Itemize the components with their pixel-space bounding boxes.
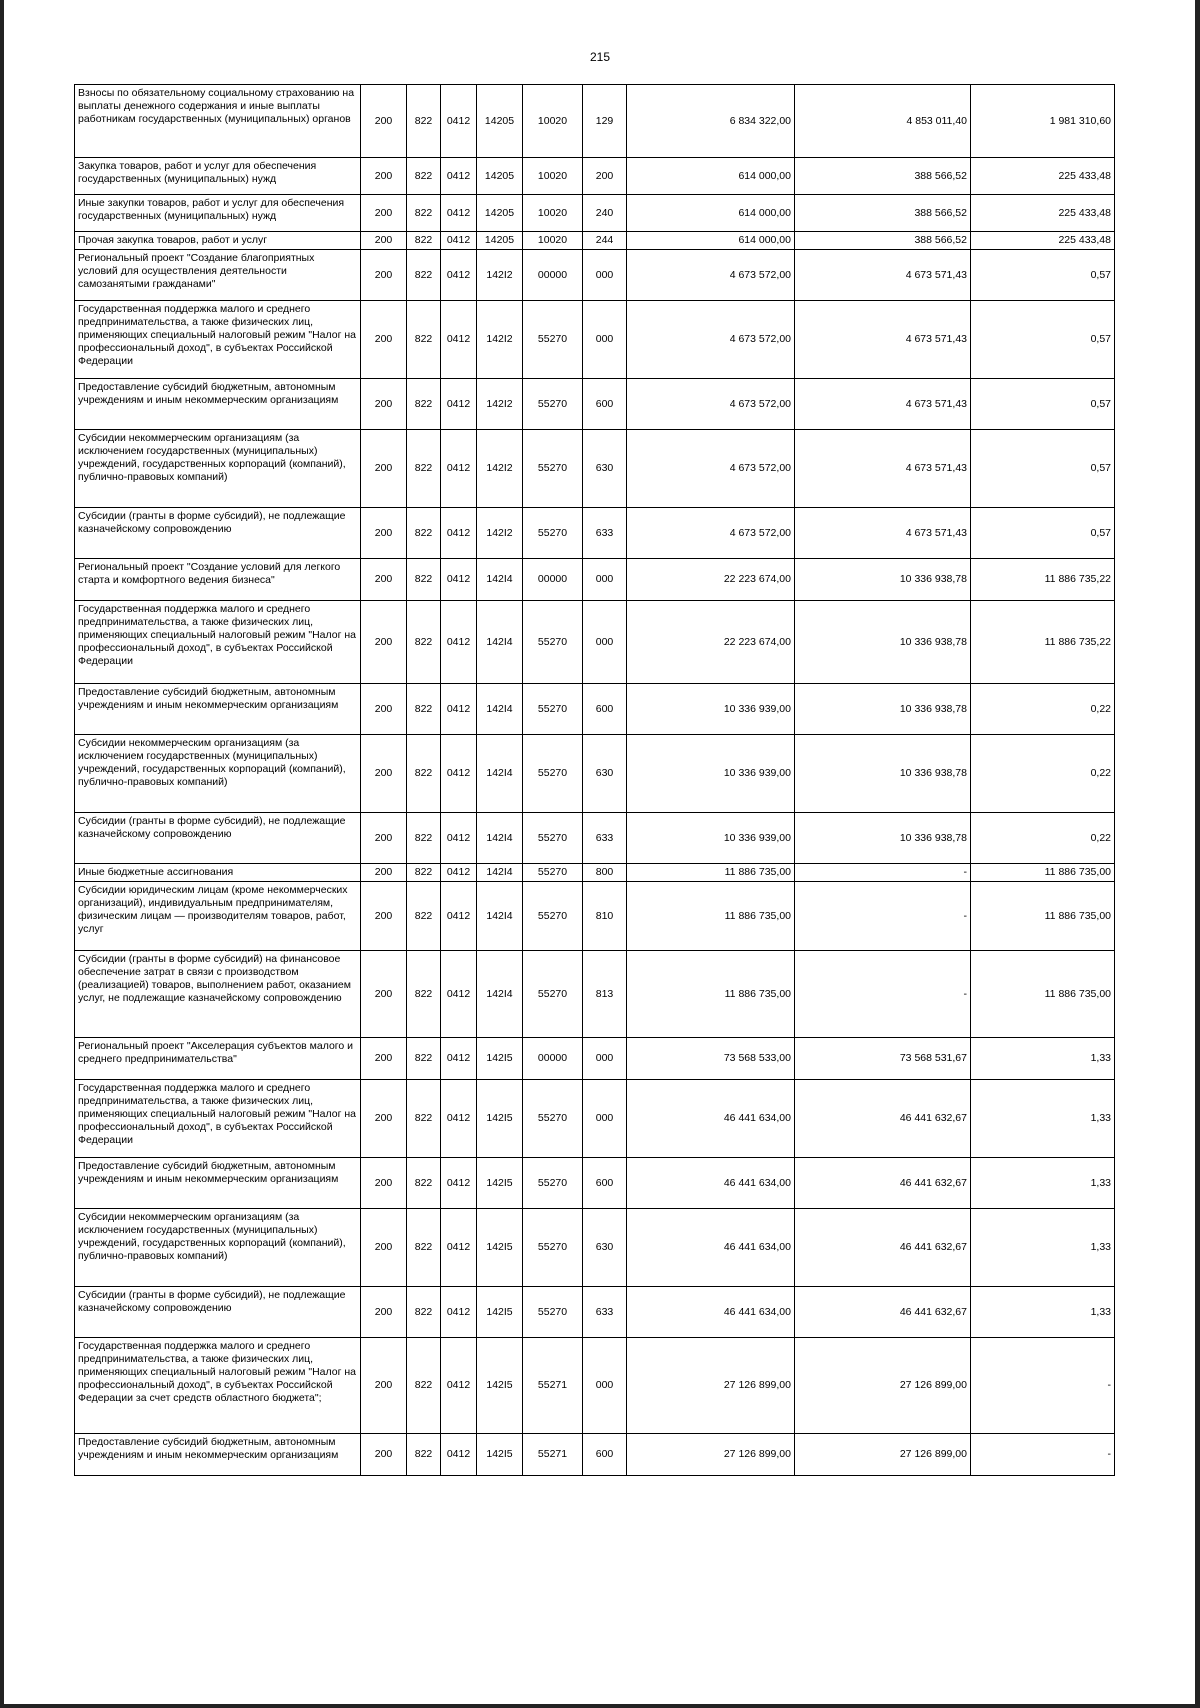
value-remaining: 11 886 735,00 xyxy=(971,951,1115,1038)
table-row xyxy=(75,508,1115,559)
value-planned: 27 126 899,00 xyxy=(627,1434,795,1476)
code-program: 142I4 xyxy=(477,601,523,684)
code-admin: 200 xyxy=(361,951,407,1038)
table-row xyxy=(75,813,1115,864)
code-program: 142I5 xyxy=(477,1434,523,1476)
code-expense-type: 000 xyxy=(583,559,627,601)
row-name: Субсидии (гранты в форме субсидий), не подлежащие казначейскому сопровождению xyxy=(75,1287,361,1338)
code-program: 142I5 xyxy=(477,1080,523,1158)
code-direction: 55270 xyxy=(523,1080,583,1158)
code-admin: 200 xyxy=(361,559,407,601)
page-number: 215 xyxy=(589,50,611,64)
table-row xyxy=(75,250,1115,301)
code-section: 0412 xyxy=(441,1287,477,1338)
code-section: 0412 xyxy=(441,813,477,864)
value-planned: 614 000,00 xyxy=(627,195,795,232)
code-direction: 55270 xyxy=(523,508,583,559)
code-section: 0412 xyxy=(441,1338,477,1434)
code-ministry: 822 xyxy=(407,508,441,559)
value-executed: 4 673 571,43 xyxy=(795,250,971,301)
value-executed: 4 673 571,43 xyxy=(795,508,971,559)
code-admin: 200 xyxy=(361,1434,407,1476)
code-admin: 200 xyxy=(361,1338,407,1434)
code-ministry: 822 xyxy=(407,250,441,301)
code-admin: 200 xyxy=(361,232,407,250)
code-section: 0412 xyxy=(441,1434,477,1476)
code-section: 0412 xyxy=(441,1209,477,1287)
value-executed: 10 336 938,78 xyxy=(795,813,971,864)
code-expense-type: 240 xyxy=(583,195,627,232)
code-direction: 10020 xyxy=(523,232,583,250)
row-name: Субсидии некоммерческим организациям (за исключением государственных (муниципальных) учреждений, государственных корпораций (компаний), публично-правовых компаний) xyxy=(75,430,361,508)
code-expense-type: 600 xyxy=(583,1158,627,1209)
value-executed: 10 336 938,78 xyxy=(795,559,971,601)
code-section: 0412 xyxy=(441,1080,477,1158)
row-name: Иные закупки товаров, работ и услуг для обеспечения государственных (муниципальных) нужд xyxy=(75,195,361,232)
value-executed: 46 441 632,67 xyxy=(795,1158,971,1209)
code-admin: 200 xyxy=(361,684,407,735)
row-name: Региональный проект "Создание условий для легкого старта и комфортного ведения бизнеса" xyxy=(75,559,361,601)
code-admin: 200 xyxy=(361,601,407,684)
table-row xyxy=(75,379,1115,430)
code-ministry: 822 xyxy=(407,301,441,379)
code-ministry: 822 xyxy=(407,1287,441,1338)
value-remaining: 1,33 xyxy=(971,1080,1115,1158)
value-planned: 10 336 939,00 xyxy=(627,813,795,864)
code-direction: 10020 xyxy=(523,158,583,195)
code-expense-type: 000 xyxy=(583,1080,627,1158)
code-ministry: 822 xyxy=(407,232,441,250)
code-program: 14205 xyxy=(477,232,523,250)
value-remaining: 0,22 xyxy=(971,813,1115,864)
code-program: 142I4 xyxy=(477,735,523,813)
value-remaining: 225 433,48 xyxy=(971,158,1115,195)
value-remaining: 11 886 735,22 xyxy=(971,601,1115,684)
code-expense-type: 000 xyxy=(583,1038,627,1080)
value-planned: 4 673 572,00 xyxy=(627,430,795,508)
row-name: Государственная поддержка малого и среднего предпринимательства, а также физических лиц, применяющих специальный налоговый режим "Налог на профессиональный доход", в субъектах Российской Федерации xyxy=(75,301,361,379)
value-remaining: 0,57 xyxy=(971,379,1115,430)
table-body xyxy=(75,85,1115,1476)
code-direction: 55270 xyxy=(523,430,583,508)
value-planned: 22 223 674,00 xyxy=(627,601,795,684)
row-name: Региональный проект "Акселерация субъектов малого и среднего предпринимательства" xyxy=(75,1038,361,1080)
table-row xyxy=(75,735,1115,813)
code-direction: 55270 xyxy=(523,951,583,1038)
value-executed: 27 126 899,00 xyxy=(795,1434,971,1476)
table-row xyxy=(75,601,1115,684)
code-expense-type: 000 xyxy=(583,1338,627,1434)
code-admin: 200 xyxy=(361,301,407,379)
code-admin: 200 xyxy=(361,1038,407,1080)
row-name: Прочая закупка товаров, работ и услуг xyxy=(75,232,361,250)
code-ministry: 822 xyxy=(407,1038,441,1080)
code-section: 0412 xyxy=(441,601,477,684)
code-admin: 200 xyxy=(361,813,407,864)
value-remaining: 0,57 xyxy=(971,508,1115,559)
code-admin: 200 xyxy=(361,1080,407,1158)
code-program: 142I4 xyxy=(477,684,523,735)
code-section: 0412 xyxy=(441,951,477,1038)
code-program: 142I4 xyxy=(477,559,523,601)
value-planned: 73 568 533,00 xyxy=(627,1038,795,1080)
value-planned: 22 223 674,00 xyxy=(627,559,795,601)
code-admin: 200 xyxy=(361,735,407,813)
code-expense-type: 600 xyxy=(583,684,627,735)
code-program: 14205 xyxy=(477,158,523,195)
code-ministry: 822 xyxy=(407,158,441,195)
code-admin: 200 xyxy=(361,1287,407,1338)
code-section: 0412 xyxy=(441,158,477,195)
code-ministry: 822 xyxy=(407,379,441,430)
table-row xyxy=(75,1209,1115,1287)
code-expense-type: 633 xyxy=(583,813,627,864)
code-expense-type: 633 xyxy=(583,1287,627,1338)
table-row xyxy=(75,1038,1115,1080)
code-admin: 200 xyxy=(361,250,407,301)
code-ministry: 822 xyxy=(407,882,441,951)
row-name: Субсидии некоммерческим организациям (за исключением государственных (муниципальных) учреждений, государственных корпораций (компаний), публично-правовых компаний) xyxy=(75,1209,361,1287)
table-row xyxy=(75,951,1115,1038)
row-name: Государственная поддержка малого и среднего предпринимательства, а также физических лиц, применяющих специальный налоговый режим "Налог на профессиональный доход", в субъектах Российской Федерации xyxy=(75,1080,361,1158)
code-program: 142I4 xyxy=(477,864,523,882)
code-expense-type: 633 xyxy=(583,508,627,559)
code-program: 142I2 xyxy=(477,430,523,508)
value-remaining: - xyxy=(971,1434,1115,1476)
value-executed: 10 336 938,78 xyxy=(795,735,971,813)
code-ministry: 822 xyxy=(407,559,441,601)
code-direction: 55270 xyxy=(523,1209,583,1287)
code-admin: 200 xyxy=(361,1209,407,1287)
table-row xyxy=(75,158,1115,195)
code-direction: 55271 xyxy=(523,1338,583,1434)
row-name: Субсидии некоммерческим организациям (за исключением государственных (муниципальных) учреждений, государственных корпораций (компаний), публично-правовых компаний) xyxy=(75,735,361,813)
row-name: Региональный проект "Создание благоприятных условий для осуществления деятельности самозанятыми гражданами" xyxy=(75,250,361,301)
value-executed: 4 853 011,40 xyxy=(795,85,971,158)
value-planned: 11 886 735,00 xyxy=(627,951,795,1038)
code-expense-type: 630 xyxy=(583,1209,627,1287)
value-executed: 10 336 938,78 xyxy=(795,601,971,684)
value-planned: 4 673 572,00 xyxy=(627,379,795,430)
code-expense-type: 244 xyxy=(583,232,627,250)
value-planned: 4 673 572,00 xyxy=(627,508,795,559)
code-program: 142I2 xyxy=(477,250,523,301)
scan-edge-left xyxy=(0,0,4,1708)
code-ministry: 822 xyxy=(407,1209,441,1287)
code-expense-type: 630 xyxy=(583,430,627,508)
code-program: 142I4 xyxy=(477,882,523,951)
value-executed: 46 441 632,67 xyxy=(795,1080,971,1158)
code-direction: 10020 xyxy=(523,85,583,158)
row-name: Предоставление субсидий бюджетным, автономным учреждениям и иным некоммерческим организациям xyxy=(75,1158,361,1209)
value-planned: 11 886 735,00 xyxy=(627,864,795,882)
value-executed: 46 441 632,67 xyxy=(795,1209,971,1287)
code-direction: 55270 xyxy=(523,882,583,951)
value-executed: 4 673 571,43 xyxy=(795,379,971,430)
code-expense-type: 200 xyxy=(583,158,627,195)
value-planned: 46 441 634,00 xyxy=(627,1158,795,1209)
row-name: Субсидии (гранты в форме субсидий), не подлежащие казначейскому сопровождению xyxy=(75,813,361,864)
table-row xyxy=(75,430,1115,508)
row-name: Предоставление субсидий бюджетным, автономным учреждениям и иным некоммерческим организациям xyxy=(75,684,361,735)
value-planned: 27 126 899,00 xyxy=(627,1338,795,1434)
value-executed: - xyxy=(795,951,971,1038)
row-name: Иные бюджетные ассигнования xyxy=(75,864,361,882)
code-expense-type: 600 xyxy=(583,379,627,430)
code-direction: 55271 xyxy=(523,1434,583,1476)
value-executed: 10 336 938,78 xyxy=(795,684,971,735)
row-name: Государственная поддержка малого и среднего предпринимательства, а также физических лиц, применяющих специальный налоговый режим "Налог на профессиональный доход", в субъектах Российской Федерации xyxy=(75,601,361,684)
code-section: 0412 xyxy=(441,430,477,508)
code-section: 0412 xyxy=(441,508,477,559)
code-section: 0412 xyxy=(441,232,477,250)
code-program: 142I4 xyxy=(477,813,523,864)
code-program: 142I2 xyxy=(477,301,523,379)
row-name: Закупка товаров, работ и услуг для обеспечения государственных (муниципальных) нужд xyxy=(75,158,361,195)
value-remaining: 1,33 xyxy=(971,1209,1115,1287)
code-admin: 200 xyxy=(361,430,407,508)
table-row xyxy=(75,882,1115,951)
code-ministry: 822 xyxy=(407,85,441,158)
table-row xyxy=(75,1158,1115,1209)
table-row xyxy=(75,301,1115,379)
value-planned: 46 441 634,00 xyxy=(627,1287,795,1338)
value-remaining: 1,33 xyxy=(971,1158,1115,1209)
value-planned: 4 673 572,00 xyxy=(627,250,795,301)
code-ministry: 822 xyxy=(407,1080,441,1158)
code-program: 142I2 xyxy=(477,379,523,430)
code-expense-type: 129 xyxy=(583,85,627,158)
table-row xyxy=(75,1338,1115,1434)
code-admin: 200 xyxy=(361,158,407,195)
table-row xyxy=(75,1434,1115,1476)
code-admin: 200 xyxy=(361,882,407,951)
value-remaining: 11 886 735,22 xyxy=(971,559,1115,601)
code-section: 0412 xyxy=(441,559,477,601)
code-ministry: 822 xyxy=(407,951,441,1038)
row-name: Субсидии (гранты в форме субсидий), не подлежащие казначейскому сопровождению xyxy=(75,508,361,559)
value-remaining: 0,57 xyxy=(971,301,1115,379)
code-section: 0412 xyxy=(441,195,477,232)
code-admin: 200 xyxy=(361,85,407,158)
code-program: 142I2 xyxy=(477,508,523,559)
value-executed: 73 568 531,67 xyxy=(795,1038,971,1080)
scan-edge-right xyxy=(1195,0,1200,1708)
code-section: 0412 xyxy=(441,301,477,379)
value-remaining: 225 433,48 xyxy=(971,195,1115,232)
value-remaining: 1,33 xyxy=(971,1038,1115,1080)
code-direction: 55270 xyxy=(523,601,583,684)
code-ministry: 822 xyxy=(407,864,441,882)
code-section: 0412 xyxy=(441,1158,477,1209)
code-admin: 200 xyxy=(361,379,407,430)
value-remaining: 0,57 xyxy=(971,430,1115,508)
code-admin: 200 xyxy=(361,508,407,559)
code-section: 0412 xyxy=(441,864,477,882)
value-remaining: 0,57 xyxy=(971,250,1115,301)
code-admin: 200 xyxy=(361,1158,407,1209)
code-direction: 55270 xyxy=(523,379,583,430)
code-direction: 00000 xyxy=(523,250,583,301)
code-program: 142I5 xyxy=(477,1287,523,1338)
value-remaining: 225 433,48 xyxy=(971,232,1115,250)
value-remaining: 0,22 xyxy=(971,684,1115,735)
value-executed: 27 126 899,00 xyxy=(795,1338,971,1434)
value-executed: - xyxy=(795,864,971,882)
table-row xyxy=(75,1287,1115,1338)
row-name: Субсидии юридическим лицам (кроме некоммерческих организаций), индивидуальным предпринимателям, физическим лицам — производителям товаров, работ, услуг xyxy=(75,882,361,951)
code-ministry: 822 xyxy=(407,684,441,735)
code-program: 142I5 xyxy=(477,1209,523,1287)
code-expense-type: 810 xyxy=(583,882,627,951)
row-name: Взносы по обязательному социальному страхованию на выплаты денежного содержания и иные выплаты работникам государственных (муниципальных) органов xyxy=(75,85,361,158)
value-executed: - xyxy=(795,882,971,951)
value-executed: 46 441 632,67 xyxy=(795,1287,971,1338)
value-planned: 10 336 939,00 xyxy=(627,735,795,813)
scan-edge-bottom xyxy=(0,1704,1200,1708)
code-ministry: 822 xyxy=(407,430,441,508)
row-name: Государственная поддержка малого и среднего предпринимательства, а также физических лиц, применяющих специальный налоговый режим "Налог на профессиональный доход", в субъектах Российской Федерации за счет средств областного бюджета"; xyxy=(75,1338,361,1434)
code-admin: 200 xyxy=(361,195,407,232)
value-planned: 6 834 322,00 xyxy=(627,85,795,158)
value-planned: 46 441 634,00 xyxy=(627,1080,795,1158)
code-ministry: 822 xyxy=(407,1434,441,1476)
value-executed: 388 566,52 xyxy=(795,232,971,250)
code-expense-type: 000 xyxy=(583,250,627,301)
code-expense-type: 813 xyxy=(583,951,627,1038)
code-section: 0412 xyxy=(441,250,477,301)
code-direction: 55270 xyxy=(523,864,583,882)
value-remaining: 11 886 735,00 xyxy=(971,882,1115,951)
value-planned: 4 673 572,00 xyxy=(627,301,795,379)
code-direction: 55270 xyxy=(523,684,583,735)
value-remaining: 0,22 xyxy=(971,735,1115,813)
value-planned: 614 000,00 xyxy=(627,232,795,250)
value-planned: 614 000,00 xyxy=(627,158,795,195)
code-ministry: 822 xyxy=(407,813,441,864)
code-expense-type: 800 xyxy=(583,864,627,882)
table-row xyxy=(75,684,1115,735)
value-executed: 4 673 571,43 xyxy=(795,301,971,379)
value-planned: 46 441 634,00 xyxy=(627,1209,795,1287)
row-name: Предоставление субсидий бюджетным, автономным учреждениям и иным некоммерческим организациям xyxy=(75,1434,361,1476)
code-section: 0412 xyxy=(441,85,477,158)
value-remaining: 1 981 310,60 xyxy=(971,85,1115,158)
code-program: 14205 xyxy=(477,195,523,232)
code-direction: 00000 xyxy=(523,559,583,601)
code-direction: 55270 xyxy=(523,813,583,864)
row-name: Предоставление субсидий бюджетным, автономным учреждениям и иным некоммерческим организациям xyxy=(75,379,361,430)
table-row xyxy=(75,1080,1115,1158)
code-expense-type: 000 xyxy=(583,601,627,684)
code-direction: 55270 xyxy=(523,735,583,813)
code-program: 142I5 xyxy=(477,1338,523,1434)
row-name: Субсидии (гранты в форме субсидий) на финансовое обеспечение затрат в связи с производством (реализацией) товаров, выполнением работ, оказанием услуг, не подлежащие казначейскому сопровождению xyxy=(75,951,361,1038)
code-expense-type: 630 xyxy=(583,735,627,813)
code-section: 0412 xyxy=(441,735,477,813)
code-program: 142I5 xyxy=(477,1038,523,1080)
value-planned: 10 336 939,00 xyxy=(627,684,795,735)
code-section: 0412 xyxy=(441,1038,477,1080)
code-expense-type: 600 xyxy=(583,1434,627,1476)
code-direction: 55270 xyxy=(523,1287,583,1338)
code-ministry: 822 xyxy=(407,735,441,813)
table-row xyxy=(75,195,1115,232)
code-ministry: 822 xyxy=(407,601,441,684)
code-direction: 10020 xyxy=(523,195,583,232)
code-admin: 200 xyxy=(361,864,407,882)
code-ministry: 822 xyxy=(407,1338,441,1434)
code-section: 0412 xyxy=(441,684,477,735)
budget-table xyxy=(74,84,1115,1476)
value-executed: 388 566,52 xyxy=(795,195,971,232)
table-row xyxy=(75,559,1115,601)
code-direction: 55270 xyxy=(523,301,583,379)
value-planned: 11 886 735,00 xyxy=(627,882,795,951)
value-remaining: 11 886 735,00 xyxy=(971,864,1115,882)
code-direction: 00000 xyxy=(523,1038,583,1080)
code-section: 0412 xyxy=(441,379,477,430)
value-executed: 4 673 571,43 xyxy=(795,430,971,508)
code-ministry: 822 xyxy=(407,195,441,232)
code-ministry: 822 xyxy=(407,1158,441,1209)
code-direction: 55270 xyxy=(523,1158,583,1209)
value-executed: 388 566,52 xyxy=(795,158,971,195)
table-row xyxy=(75,85,1115,158)
code-program: 142I5 xyxy=(477,1158,523,1209)
table-row xyxy=(75,864,1115,882)
code-program: 14205 xyxy=(477,85,523,158)
code-section: 0412 xyxy=(441,882,477,951)
table-row xyxy=(75,232,1115,250)
code-program: 142I4 xyxy=(477,951,523,1038)
value-remaining: 1,33 xyxy=(971,1287,1115,1338)
code-expense-type: 000 xyxy=(583,301,627,379)
value-remaining: - xyxy=(971,1338,1115,1434)
